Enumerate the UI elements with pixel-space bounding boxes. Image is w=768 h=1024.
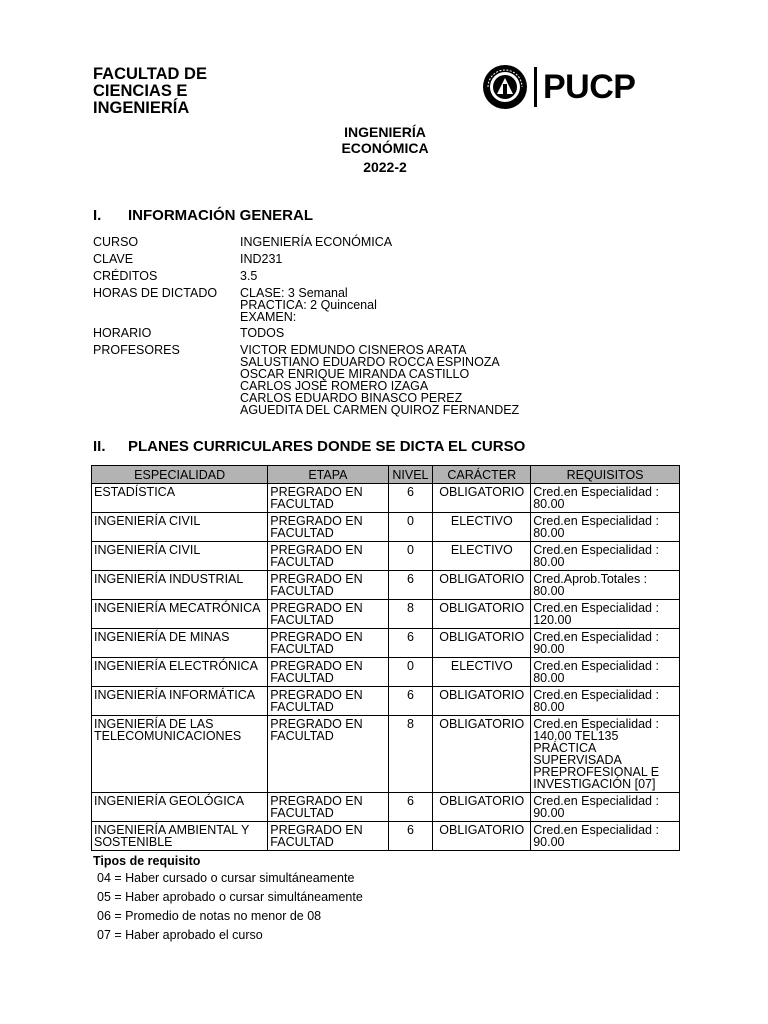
especialidad-cell: INGENIERÍA CIVIL [92,542,268,571]
list-item: 04 = Haber cursado o cursar simultáneamente [97,871,355,885]
caracter-cell: ELECTIVO [433,542,531,571]
nivel-cell: 6 [388,629,433,658]
nivel-cell: 6 [388,571,433,600]
info-value: INGENIERÍA ECONÓMICA [240,235,393,249]
etapa-cell: PREGRADO EN FACULTAD [268,600,388,629]
info-label: CURSO [93,235,139,249]
especialidad-cell: INGENIERÍA INDUSTRIAL [92,571,268,600]
section-number: II. [93,438,106,455]
info-row-profesores [93,344,653,416]
requirement-types-list [97,871,363,947]
info-label: CLAVE [93,252,134,266]
section-heading-curricula [93,438,525,456]
column-header: CARÁCTER [433,466,531,484]
column-header: ESPECIALIDAD [92,466,268,484]
nivel-cell: 6 [388,484,433,513]
table-row [92,513,680,542]
table-body [92,484,680,851]
table-row [92,687,680,716]
requirement-types-title: Tipos de requisito [93,854,201,868]
table-row [92,571,680,600]
info-value: TODOS [240,326,285,340]
info-row-curso [93,236,653,249]
caracter-cell: OBLIGATORIO [433,822,531,851]
professor-name: OSCAR ENRIQUE MIRANDA CASTILLO [240,367,470,381]
nivel-cell: 6 [388,822,433,851]
especialidad-cell: INGENIERÍA DE LAS TELECOMUNICACIONES [92,716,268,793]
professor-name: SALUSTIANO EDUARDO ROCCA ESPINOZA [240,355,500,369]
especialidad-cell: INGENIERÍA MECATRÓNICA [92,600,268,629]
professor-name: AGUEDITA DEL CARMEN QUIROZ FERNANDEZ [240,403,520,417]
column-header: REQUISITOS [531,466,680,484]
table-row [92,822,680,851]
info-row-creditos [93,270,653,283]
nivel-cell: 0 [388,513,433,542]
caracter-cell: OBLIGATORIO [433,484,531,513]
etapa-cell: PREGRADO EN FACULTAD [268,542,388,571]
table-row [92,484,680,513]
nivel-cell: 0 [388,542,433,571]
caracter-cell: OBLIGATORIO [433,629,531,658]
horas-clase: CLASE: 3 Semanal [240,286,348,300]
info-value-horas [240,287,377,323]
etapa-cell: PREGRADO EN FACULTAD [268,716,388,793]
info-value: IND231 [240,252,283,266]
professor-name: CARLOS EDUARDO BINASCO PEREZ [240,391,463,405]
caracter-cell: OBLIGATORIO [433,571,531,600]
professor-list [240,344,519,416]
list-item: 06 = Promedio de notas no menor de 08 [97,909,322,923]
horas-examen: EXAMEN: [240,310,297,324]
caracter-cell: OBLIGATORIO [433,600,531,629]
requisitos-cell: Cred.en Especialidad : 90.00 [531,822,680,851]
requisitos-cell: Cred.en Especialidad : 80.00 [531,484,680,513]
logo-text: PUCP [543,68,636,106]
etapa-cell: PREGRADO EN FACULTAD [268,484,388,513]
requisitos-cell: Cred.Aprob.Totales : 80.00 [531,571,680,600]
table-row [92,716,680,793]
caracter-cell: ELECTIVO [433,513,531,542]
section-title: INFORMACIÓN GENERAL [128,207,313,224]
nivel-cell: 6 [388,793,433,822]
list-item: 05 = Haber aprobado o cursar simultáneamente [97,890,363,904]
especialidad-cell: INGENIERÍA DE MINAS [92,629,268,658]
horas-practica: PRACTICA: 2 Quincenal [240,298,377,312]
nivel-cell: 6 [388,687,433,716]
requisitos-cell: Cred.en Especialidad : 80.00 [531,687,680,716]
requisitos-cell: Cred.en Especialidad : 80.00 [531,542,680,571]
table-row [92,658,680,687]
etapa-cell: PREGRADO EN FACULTAD [268,513,388,542]
list-item: 07 = Haber aprobado el curso [97,928,263,942]
especialidad-cell: INGENIERÍA AMBIENTAL Y SOSTENIBLE [92,822,268,851]
info-label: HORARIO [93,326,152,340]
course-title-line1: INGENIERÍA [344,124,426,140]
section-title: PLANES CURRICULARES DONDE SE DICTA EL CURSO [128,438,526,455]
faculty-name: FACULTAD DE CIENCIAS E INGENIERÍA [93,65,207,117]
especialidad-cell: INGENIERÍA GEOLÓGICA [92,793,268,822]
info-label: PROFESORES [93,343,180,357]
table-row [92,793,680,822]
requisitos-cell: Cred.en Especialidad : 90.00 [531,793,680,822]
requisitos-cell: Cred.en Especialidad : 80.00 [531,513,680,542]
caracter-cell: ELECTIVO [433,658,531,687]
info-row-horas [93,287,653,323]
logo-separator [534,67,537,107]
caracter-cell: OBLIGATORIO [433,793,531,822]
table-row [92,600,680,629]
requisitos-cell: Cred.en Especialidad : 80.00 [531,658,680,687]
info-label: HORAS DE DICTADO [93,286,218,300]
especialidad-cell: ESTADÍSTICA [92,484,268,513]
etapa-cell: PREGRADO EN FACULTAD [268,658,388,687]
table-row [92,629,680,658]
course-term: 2022-2 [363,159,407,175]
nivel-cell: 0 [388,658,433,687]
general-info [93,236,653,420]
etapa-cell: PREGRADO EN FACULTAD [268,629,388,658]
info-row-horario [93,327,653,340]
etapa-cell: PREGRADO EN FACULTAD [268,822,388,851]
nivel-cell: 8 [388,716,433,793]
professor-name: CARLOS JOSE ROMERO IZAGA [240,379,429,393]
course-title-line2: ECONÓMICA [341,140,429,156]
especialidad-cell: INGENIERÍA INFORMÁTICA [92,687,268,716]
column-header: NIVEL [388,466,433,484]
requisitos-cell: Cred.en Especialidad : 90.00 [531,629,680,658]
column-header: ETAPA [268,466,388,484]
university-seal-icon [482,64,528,110]
info-label: CRÉDITOS [93,269,158,283]
curricula-table [91,465,680,851]
etapa-cell: PREGRADO EN FACULTAD [268,687,388,716]
course-title [300,124,470,175]
etapa-cell: PREGRADO EN FACULTAD [268,793,388,822]
caracter-cell: OBLIGATORIO [433,687,531,716]
especialidad-cell: INGENIERÍA CIVIL [92,513,268,542]
section-number: I. [93,207,102,224]
info-value: 3.5 [240,269,258,283]
caracter-cell: OBLIGATORIO [433,716,531,793]
professor-name: VICTOR EDMUNDO CISNEROS ARATA [240,343,467,357]
table-row [92,542,680,571]
requisitos-cell: Cred.en Especialidad : 140.00 TEL135 PRÁCTICA SUPERVISADA PREPROFESIONAL E INVESTIGACIÓN [07] [531,716,680,793]
pucp-logo [482,64,652,110]
table-header-row [92,466,680,484]
section-heading-general-info [93,207,313,225]
requisitos-cell: Cred.en Especialidad : 120.00 [531,600,680,629]
etapa-cell: PREGRADO EN FACULTAD [268,571,388,600]
info-row-clave [93,253,653,266]
nivel-cell: 8 [388,600,433,629]
especialidad-cell: INGENIERÍA ELECTRÓNICA [92,658,268,687]
